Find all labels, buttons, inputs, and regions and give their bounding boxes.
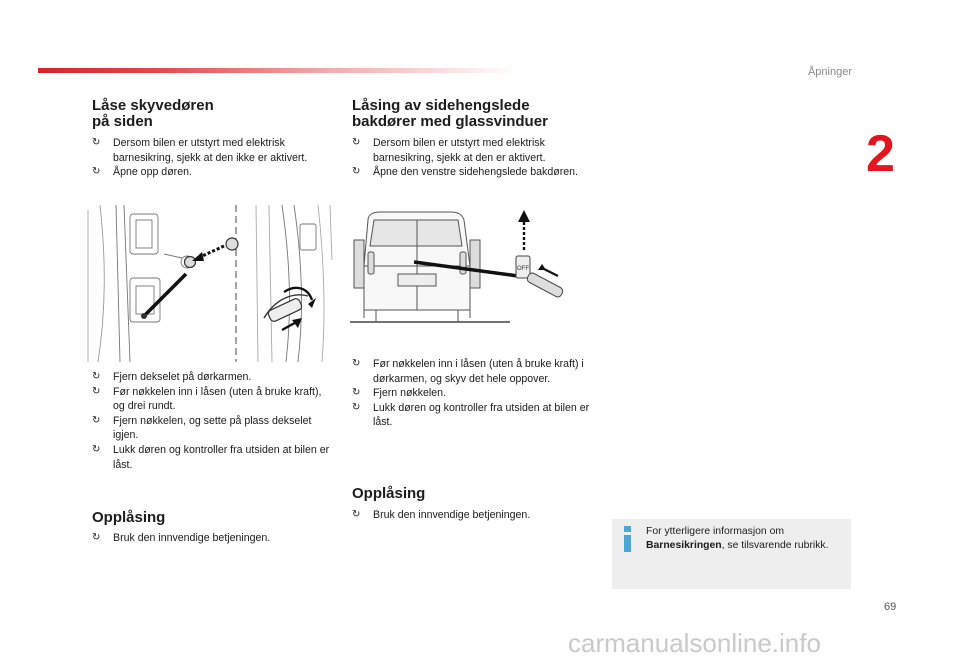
arrow-bullet-icon: ↻ <box>352 358 361 369</box>
left-title <box>92 98 214 130</box>
list-item: ↻ Åpne opp døren. <box>92 166 192 179</box>
left-title-line1: Låse skyvedøren <box>92 97 214 114</box>
arrow-bullet-icon: ↻ <box>352 166 361 178</box>
list-item: ↻ Bruk den innvendige betjeningen. <box>352 509 531 521</box>
right-bullets-top <box>352 136 592 180</box>
right-title-line1: Låsing av sidehengslede <box>352 97 530 114</box>
right-unlock-bullets <box>352 508 592 523</box>
arrow-bullet-icon: ↻ <box>92 532 101 543</box>
list-item: ↻ Før nøkkelen inn i låsen (uten å bruke kraft), og drei rundt. <box>92 385 322 413</box>
arrow-bullet-icon: ↻ <box>92 371 101 382</box>
list-item: ↻ Fjern nøkkelen. <box>352 387 447 400</box>
right-title <box>352 98 548 130</box>
page-number: 69 <box>884 601 897 613</box>
list-item: ↻ Dersom bilen er utstyrt med elektrisk barnesikring, sjekk at den ikke er aktivert. <box>92 137 308 164</box>
info-icon <box>619 526 637 552</box>
list-item: ↻ Fjern dekselet på dørkarmen. <box>92 371 252 383</box>
watermark: carmanualsonline.info <box>568 628 821 658</box>
header-accent-bar <box>38 68 518 73</box>
arrow-bullet-icon: ↻ <box>92 166 101 178</box>
list-item: ↻ Dersom bilen er utstyrt med elektrisk barnesikring, sjekk at den er aktivert. <box>352 137 546 164</box>
info-link-term: Barnesikringen <box>646 540 722 551</box>
right-unlock-title: Opplåsing <box>352 485 426 502</box>
arrow-bullet-icon: ↻ <box>92 137 101 148</box>
section-title: Åpninger <box>807 66 852 78</box>
arrow-bullet-icon: ↻ <box>352 509 361 520</box>
left-title-line2: på siden <box>92 113 153 130</box>
arrow-bullet-icon: ↻ <box>352 137 361 148</box>
info-text: For ytterligere informasjon om Barnesikringen, se tilsvarende rubrikk. <box>646 526 829 551</box>
right-bullets-bottom <box>352 357 596 430</box>
arrow-bullet-icon: ↻ <box>92 385 101 397</box>
van-rear-doors-illustration <box>350 206 586 324</box>
list-item: ↻ Fjern nøkkelen, og sette på plass dekselet igjen. <box>92 414 312 442</box>
list-item: ↻ Lukk døren og kontroller fra utsiden at bilen er låst. <box>352 401 590 429</box>
list-item: ↻ Bruk den innvendige betjeningen. <box>92 532 271 544</box>
arrow-bullet-icon: ↻ <box>352 387 361 399</box>
left-bullets-top <box>92 136 334 180</box>
list-item: ↻ Før nøkkelen inn i låsen (uten å bruke kraft) i dørkarmen, og skyv det hele oppover. <box>352 358 584 385</box>
arrow-bullet-icon: ↻ <box>92 414 101 426</box>
list-item: ↻ Lukk døren og kontroller fra utsiden at bilen er låst. <box>92 443 330 471</box>
left-unlock-bullets <box>92 531 332 546</box>
left-unlock-title: Opplåsing <box>92 509 166 526</box>
list-item: ↻ Åpne den venstre sidehengslede bakdøren. <box>352 166 578 179</box>
left-bullets-bottom <box>92 370 336 472</box>
sliding-door-lock-illustration <box>86 200 344 362</box>
arrow-bullet-icon: ↻ <box>92 443 101 455</box>
off-label: OFF <box>517 266 529 272</box>
right-title-line2: bakdører med glassvinduer <box>352 113 548 130</box>
info-box <box>612 519 851 589</box>
arrow-bullet-icon: ↻ <box>352 401 361 413</box>
chapter-number: 2 <box>866 125 895 183</box>
